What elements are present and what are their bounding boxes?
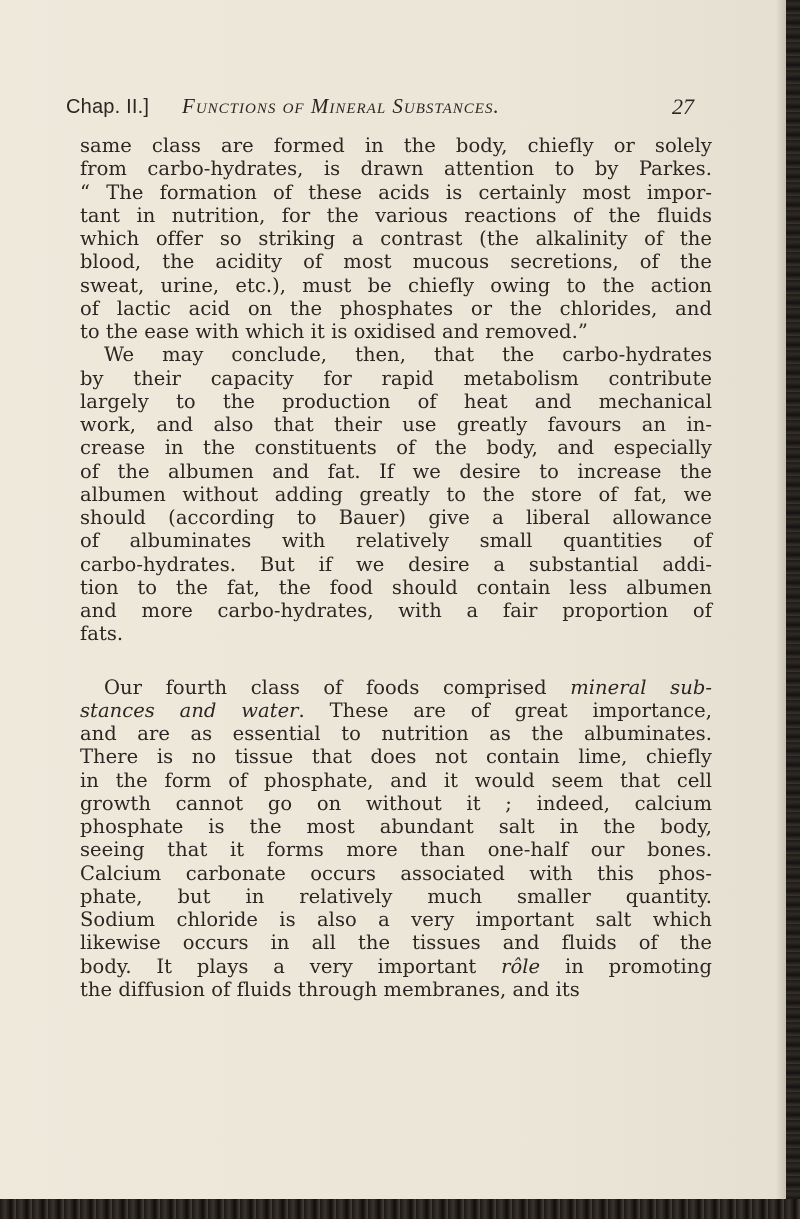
text-line: crease in the constituents of the body, and especially — [80, 436, 712, 460]
text-line: carbo-hydrates. But if we desire a substantial addi- — [80, 552, 712, 576]
text-line: albumen without adding greatly to the store of fat, we — [80, 482, 712, 506]
text-line: of lactic acid on the phosphates or the chlorides, and — [80, 296, 712, 320]
body-text — [80, 134, 712, 1001]
italic-text-run: rôle — [501, 954, 541, 978]
running-header — [66, 94, 726, 122]
italic-text-run: mineral sub- — [570, 675, 712, 699]
book-edge-bottom — [0, 1199, 800, 1219]
text-run: . These are of great importance, — [298, 698, 712, 722]
chapter-label: Chap. II.] — [66, 96, 150, 118]
text-line: blood, the acidity of most mucous secretions, of the — [80, 250, 712, 274]
paragraph-gap — [80, 646, 712, 676]
book-edge-right — [786, 0, 800, 1219]
text-line: growth cannot go on without it ; indeed, calcium — [80, 791, 712, 815]
text-line: and are as essential to nutrition as the albuminates. — [80, 722, 712, 745]
text-line: work, and also that their use greatly favours an in- — [80, 413, 712, 436]
text-line: tant in nutrition, for the various reactions of the fluids — [80, 203, 712, 227]
text-line — [80, 699, 712, 722]
text-line: phosphate is the most abundant salt in the body, — [80, 815, 712, 838]
italic-text-run: stances and water — [80, 698, 299, 722]
text-line: which offer so striking a contrast (the alkalinity of the — [80, 227, 712, 250]
text-line: same class are formed in the body, chiefly or solely — [80, 134, 712, 157]
text-line: Sodium chloride is also a very important salt which — [80, 908, 712, 931]
text-line: sweat, urine, etc.), must be chiefly owing to the action — [80, 273, 712, 297]
text-line: by their capacity for rapid metabolism contribute — [80, 366, 712, 390]
text-line — [80, 955, 712, 978]
text-line: tion to the fat, the food should contain less albumen — [80, 575, 712, 599]
text-line: Calcium carbonate occurs associated with this phos- — [80, 861, 712, 885]
text-line: phate, but in relatively much smaller quantity. — [80, 884, 712, 908]
text-run: body. It plays a very important — [80, 954, 502, 978]
paragraph — [80, 134, 712, 343]
text-line: There is no tissue that does not contain lime, chiefly — [80, 745, 712, 769]
page-number: 27 — [672, 94, 694, 119]
paragraph — [80, 343, 712, 645]
text-run: Our fourth class of foods comprised — [104, 675, 571, 699]
text-line: of albuminates with relatively small quantities of — [80, 529, 712, 553]
text-line: likewise occurs in all the tissues and fluids of the — [80, 931, 712, 955]
text-line: to the ease with which it is oxidised and removed.” — [80, 320, 588, 343]
text-line: should (according to Bauer) give a liberal allowance — [80, 506, 712, 529]
text-line: seeing that it forms more than one-half our bones. — [80, 838, 712, 862]
text-run: in promoting — [540, 954, 712, 978]
text-line: in the form of phosphate, and it would seem that cell — [80, 768, 712, 792]
text-line: of the albumen and fat. If we desire to increase the — [80, 459, 712, 483]
page-shadow — [776, 0, 786, 1219]
text-line: and more carbo-hydrates, with a fair proportion of — [80, 599, 712, 622]
text-line: from carbo-hydrates, is drawn attention to by Parkes. — [80, 157, 712, 181]
text-line: We may conclude, then, that the carbo-hydrates — [104, 343, 712, 367]
text-line: “ The formation of these acids is certainly most impor- — [80, 180, 712, 204]
text-line: fats. — [80, 622, 124, 646]
text-line — [80, 676, 712, 699]
running-title: Functions of Mineral Substances. — [182, 94, 500, 118]
paragraph — [80, 676, 712, 1002]
text-line: largely to the production of heat and mechanical — [80, 389, 712, 413]
text-line: the diffusion of fluids through membranes, and its — [80, 977, 580, 1001]
